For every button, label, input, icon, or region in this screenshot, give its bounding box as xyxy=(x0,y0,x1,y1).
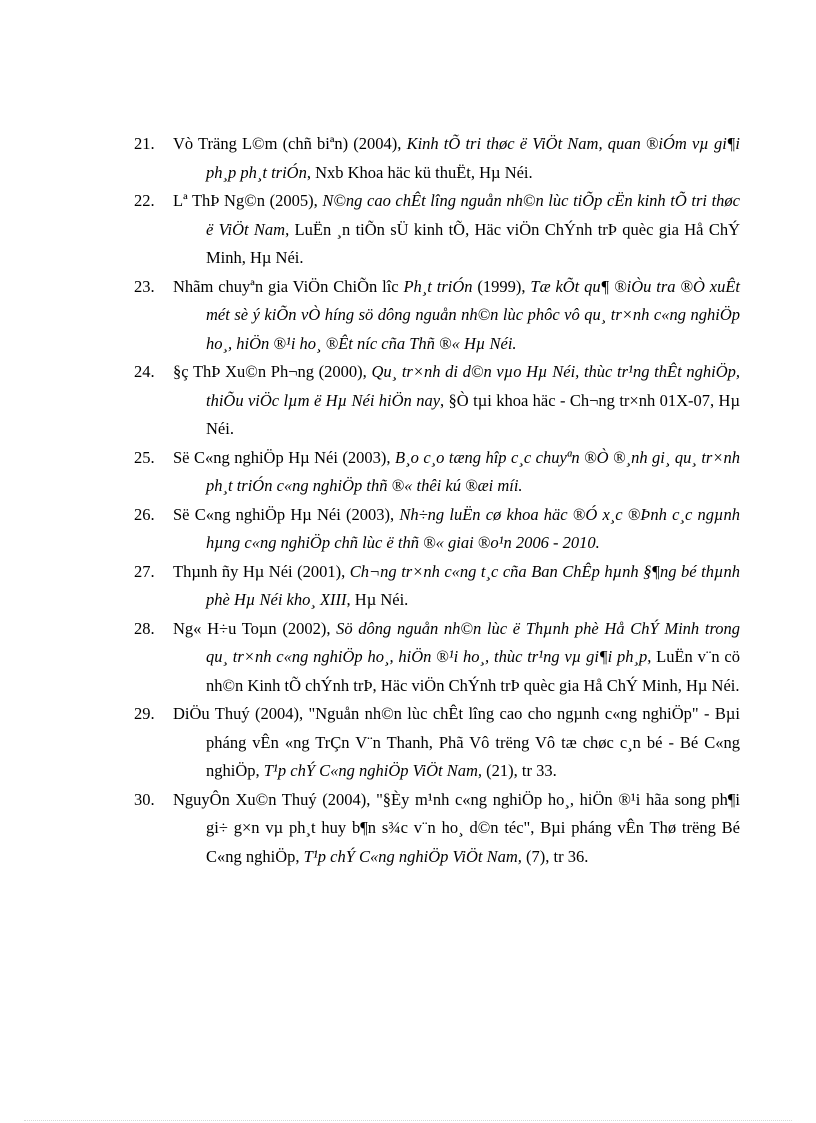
reference-title-italic: T¹p chÝ C«ng nghiÖp ViÖt Nam, xyxy=(263,761,482,780)
reference-number: 29. xyxy=(134,704,155,723)
reference-title-italic: Ph¸t triÓn xyxy=(403,276,473,296)
reference-title-italic: Qu¸ tr×nh di d©n vµo Hµ Néi, thùc tr¹ng thÊt nghiÖp, thiÕu viÖc lµm ë Hµ Néi hiÖn nay xyxy=(206,362,740,410)
reference-number: 22. xyxy=(134,191,155,210)
reference-text: Së C«ng nghiÖp Hµ Néi (2003), xyxy=(173,504,400,524)
reference-number: 25. xyxy=(134,447,155,467)
reference-number: 24. xyxy=(134,362,155,381)
reference-number: 23. xyxy=(134,276,155,296)
reference-title-italic: B¸o c¸o tæng hîp c¸c chuyªn ®Ò ®¸nh gi¸ qu¸ tr×nh ph¸t triÓn c«ng nghiÖp thñ ®« thêi kú ®æi míi. xyxy=(206,447,740,495)
reference-text: Vò Träng L©m (chñ biªn) (2004), xyxy=(173,134,407,153)
reference-title-italic: Kinh tÕ tri thøc ë ViÖt Nam, quan ®iÓm vµ gi¶i ph¸p ph¸t triÓn xyxy=(206,134,740,182)
reference-number: 26. xyxy=(134,504,155,524)
reference-item xyxy=(134,558,740,615)
reference-item xyxy=(134,358,740,444)
reference-text: , LuËn ¸n tiÕn sÜ kinh tÕ, Häc viÖn ChÝnh trÞ quèc gia Hå ChÝ Minh, Hµ Néi. xyxy=(206,219,740,267)
reference-text: Së C«ng nghiÖp Hµ Néi (2003), xyxy=(173,447,396,467)
reference-title-italic: Tæ kÕt qu¶ ®iÒu tra ®Ò xuÊt mét sè ý kiÕn vÒ híng sö dông nguån nh©n lùc phôc vô qu¸ tr×nh c«ng nghiÖp ho¸, hiÖn ®¹i ho¸ ®Êt níc cña Thñ ®« Hµ Néi. xyxy=(206,276,740,353)
reference-text: , Nxb Khoa häc kü thuËt, Hµ Néi. xyxy=(306,162,533,182)
reference-text: Thµnh ñy Hµ Néi (2001), xyxy=(173,561,350,581)
reference-item xyxy=(134,615,740,701)
reference-text: , Hµ Néi. xyxy=(346,590,409,609)
reference-text: (7), tr 36. xyxy=(521,846,589,866)
reference-item xyxy=(134,130,740,187)
reference-item xyxy=(134,187,740,273)
reference-item xyxy=(134,786,740,872)
reference-text: DiÖu Thuý (2004), "Nguån nh©n lùc chÊt lîng cao cho ngµnh c«ng nghiÖp" - Bµi pháng vÊn «ng TrÇn V¨n Thanh, Phã Vô trëng Vô tæ chøc c¸n bé - Bé C«ng nghiÖp, xyxy=(173,704,740,780)
reference-text: (1999), xyxy=(472,276,531,296)
reference-text: §ç ThÞ Xu©n Ph¬ng (2000), xyxy=(173,362,372,381)
reference-item xyxy=(134,501,740,558)
reference-title-italic: Sö dông nguån nh©n lùc ë Thµnh phè Hå ChÝ Minh trong qu¸ tr×nh c«ng nghiÖp ho¸, hiÖn ®¹i ho¸, thùc tr¹ng vµ gi¶i ph¸p xyxy=(206,618,740,666)
reference-text: , §Ò tµi khoa häc - Ch¬ng tr×nh 01X-07, Hµ Néi. xyxy=(206,390,740,438)
reference-title-italic: T¹p chÝ C«ng nghiÖp ViÖt Nam, xyxy=(303,846,522,866)
reference-number: 30. xyxy=(134,789,155,809)
page-bottom-divider xyxy=(24,1120,792,1121)
reference-item xyxy=(134,444,740,501)
reference-text: (21), tr 33. xyxy=(482,761,557,780)
reference-list xyxy=(134,130,740,871)
reference-text: NguyÔn Xu©n Thuý (2004), "§Èy m¹nh c«ng nghiÖp ho¸, hiÖn ®¹i hãa song ph¶i gi÷ g×n vµ ph¸t huy b¶n s¾c v¨n ho¸ d©n téc", Bµi pháng vÊn Thø trëng Bé C«ng nghiÖp, xyxy=(173,789,740,866)
reference-text: , LuËn v¨n cö nh©n Kinh tÕ chÝnh trÞ, Häc viÖn ChÝnh trÞ quèc gia Hå ChÝ Minh, Hµ Néi. xyxy=(206,647,740,695)
reference-number: 28. xyxy=(134,618,155,638)
reference-title-italic: N©ng cao chÊt lîng nguån nh©n lùc tiÕp cËn kinh tÕ tri thøc ë ViÖt Nam xyxy=(206,191,740,239)
reference-item xyxy=(134,273,740,359)
reference-text: Ng« H÷u Toµn (2002), xyxy=(173,618,337,638)
reference-text: Lª ThÞ Ng©n (2005), xyxy=(173,191,323,210)
reference-title-italic: Ch¬ng tr×nh c«ng t¸c cña Ban ChÊp hµnh §¶ng bé thµnh phè Hµ Néi kho¸ XIII xyxy=(206,561,740,609)
reference-title-italic: Nh÷ng luËn cø khoa häc ®Ó x¸c ®Þnh c¸c ngµnh hµng c«ng nghiÖp chñ lùc ë thñ ®« giai ®o¹n 2006 - 2010. xyxy=(206,504,740,552)
reference-number: 27. xyxy=(134,561,155,581)
reference-text: Nhãm chuyªn gia ViÖn ChiÕn lîc xyxy=(173,276,404,296)
reference-item xyxy=(134,700,740,786)
reference-number: 21. xyxy=(134,134,155,153)
